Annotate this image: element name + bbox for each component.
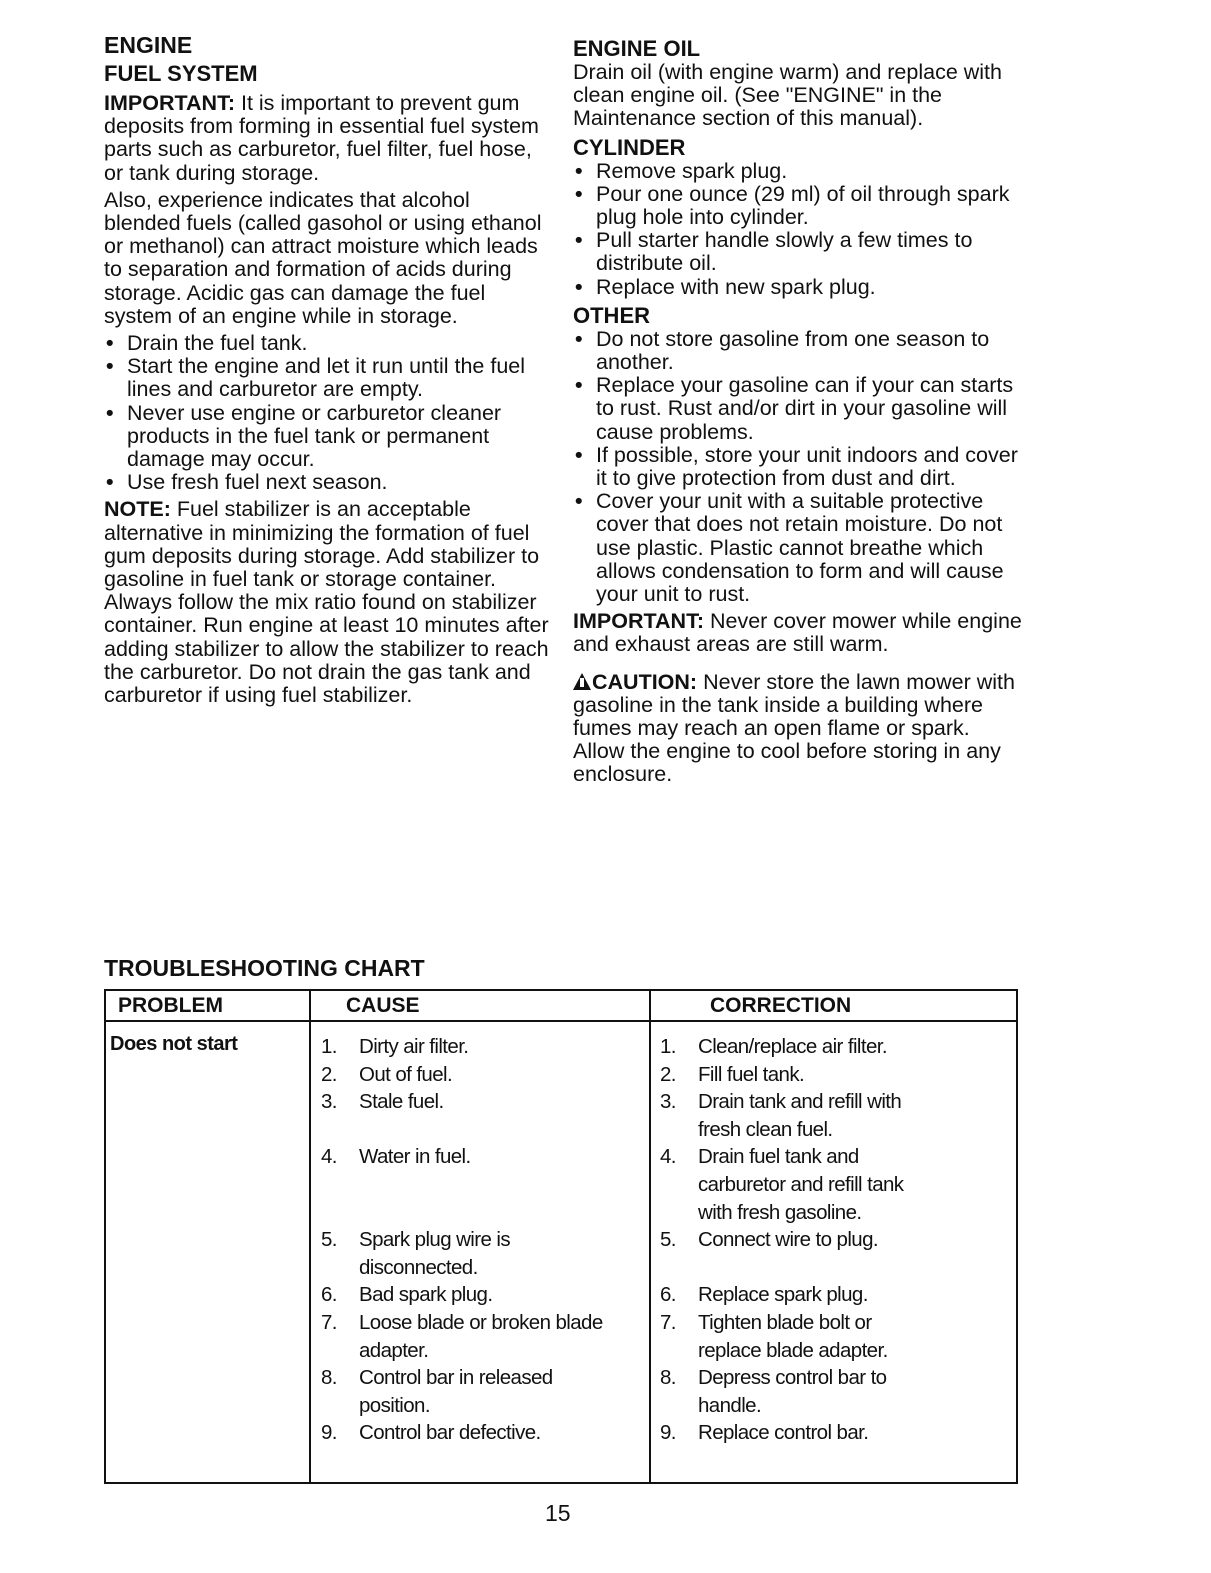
troubleshooting-table bbox=[104, 989, 1018, 1484]
table-row: position. bbox=[359, 1393, 430, 1417]
heading-fuel-system: FUEL SYSTEM bbox=[104, 61, 258, 86]
list-item: • Pour one ounce (29 ml) of oil through spark plug hole into cylinder. bbox=[575, 181, 1010, 230]
list-item: • Cover your unit with a suitable protective cover that does not retain moisture. Do not use plastic. Plastic cannot breathe which allows condensation to form and will cause your unit to rust. bbox=[575, 489, 1004, 607]
heading-engine-oil: ENGINE OIL bbox=[573, 36, 701, 61]
table-row: 8. Depress control bar to bbox=[660, 1366, 887, 1390]
list-item: • Pull starter handle slowly a few times to distribute oil. bbox=[575, 228, 973, 276]
header-divider bbox=[106, 1020, 1016, 1022]
correction-list bbox=[650, 1033, 1010, 1447]
list-item: • Do not store gasoline from one season to another. bbox=[575, 326, 990, 375]
left-column bbox=[104, 32, 549, 711]
header-cause: CAUSE bbox=[346, 994, 420, 1017]
table-row: 2. Fill fuel tank. bbox=[660, 1062, 805, 1086]
cause-list bbox=[311, 1033, 651, 1447]
table-row: replace blade adapter. bbox=[698, 1338, 888, 1362]
header-correction: CORRECTION bbox=[710, 994, 852, 1017]
list-item: • Remove spark plug. bbox=[575, 158, 788, 183]
bullet-icon: • bbox=[575, 158, 583, 183]
note-lead: NOTE: bbox=[104, 497, 171, 522]
list-item: • Never use engine or carburetor cleaner products in the fuel tank or permanent damage may occur. bbox=[106, 400, 502, 472]
bullet-icon: • bbox=[575, 228, 583, 253]
table-row: adapter. bbox=[359, 1338, 429, 1362]
table-row: fresh clean fuel. bbox=[698, 1117, 833, 1141]
list-item: • Replace your gasoline can if your can starts to rust. Rust and/or dirt in your gasoline will cause problems. bbox=[575, 373, 1014, 444]
other-bullet-list bbox=[573, 328, 1025, 606]
table-row bbox=[311, 1171, 651, 1199]
bullet-icon: • bbox=[575, 442, 583, 467]
table-row: 5. Connect wire to plug. bbox=[660, 1228, 878, 1252]
bullet-icon: • bbox=[575, 181, 583, 206]
bullet-icon: • bbox=[575, 274, 583, 299]
storage-important-text: Never cover mower while engine and exhaust areas are still warm. bbox=[573, 609, 1022, 657]
bullet-icon: • bbox=[575, 373, 583, 398]
list-item: • Replace with new spark plug. bbox=[575, 274, 876, 299]
table-row: handle. bbox=[698, 1393, 762, 1417]
storage-important-lead: IMPORTANT: bbox=[573, 609, 704, 634]
page-number: 15 bbox=[545, 1500, 571, 1526]
header-problem: PROBLEM bbox=[118, 994, 223, 1017]
table-row: 9. Replace control bar. bbox=[660, 1421, 869, 1445]
heading-engine: ENGINE bbox=[104, 32, 193, 58]
list-item: • Start the engine and let it run until the fuel lines and carburetor are empty. bbox=[106, 354, 526, 402]
table-row: 3. Stale fuel. bbox=[321, 1090, 444, 1114]
table-row: disconnected. bbox=[359, 1255, 478, 1279]
troubleshooting-title: TROUBLESHOOTING CHART bbox=[104, 955, 425, 981]
fuel-important-lead: IMPORTANT: bbox=[104, 91, 235, 115]
table-row: 8. Control bar in released bbox=[321, 1366, 553, 1390]
note-paragraph bbox=[104, 498, 549, 707]
bullet-icon: • bbox=[106, 470, 114, 495]
list-item: • Use fresh fuel next season. bbox=[106, 470, 388, 495]
heading-other: OTHER bbox=[573, 302, 650, 328]
list-item: • Drain the fuel tank. bbox=[106, 331, 308, 356]
fuel-bullet-list bbox=[104, 332, 549, 494]
bullet-icon: • bbox=[575, 326, 583, 351]
table-row: 1. Clean/replace air filter. bbox=[660, 1035, 887, 1058]
table-row: with fresh gasoline. bbox=[698, 1200, 862, 1224]
cylinder-bullet-list bbox=[573, 160, 1025, 299]
caution-lead: CAUTION: bbox=[592, 669, 698, 694]
problem-cell: Does not start bbox=[110, 1033, 238, 1055]
table-row: 6. Replace spark plug. bbox=[660, 1283, 868, 1307]
table-row: carburetor and refill tank bbox=[698, 1172, 904, 1196]
note-text: Fuel stabilizer is an acceptable alternative in minimizing the formation of fuel gum deposits during storage. Add stabilizer to gasoline in fuel tank or storage container. Always follow the mix ratio found on stabilizer container. Run engine at least 10 minutes after adding stabilizer to allow the stabilizer to reach the carburetor. Do not drain the gas tank and carburetor if using fuel stabilizer. bbox=[104, 497, 549, 708]
table-row: 9. Control bar defective. bbox=[321, 1421, 541, 1445]
table-row: 1. Dirty air filter. bbox=[321, 1035, 469, 1058]
fuel-important-paragraph bbox=[104, 92, 549, 185]
bullet-icon: • bbox=[106, 354, 114, 379]
table-row: 7. Loose blade or broken blade bbox=[321, 1310, 603, 1334]
right-column bbox=[573, 32, 1025, 791]
warning-triangle-icon bbox=[573, 673, 591, 690]
table-row bbox=[311, 1199, 651, 1227]
caution-text: Never store the lawn mower with gasoline in the tank inside a building where fumes may reach an open flame or spark. Allow the engine to cool before storing in any enclosure. bbox=[573, 669, 1015, 787]
heading-cylinder: CYLINDER bbox=[573, 134, 686, 160]
bullet-icon: • bbox=[575, 489, 583, 514]
table-row: 7. Tighten blade bolt or bbox=[660, 1310, 872, 1334]
bullet-icon: • bbox=[106, 331, 114, 356]
table-row bbox=[650, 1254, 1010, 1282]
storage-important-paragraph bbox=[573, 610, 1025, 656]
table-row: 4. Water in fuel. bbox=[321, 1145, 471, 1169]
table-row: 2. Out of fuel. bbox=[321, 1062, 453, 1086]
table-row: 4. Drain fuel tank and bbox=[660, 1145, 859, 1169]
engine-oil-paragraph: Drain oil (with engine warm) and replace with clean engine oil. (See "ENGINE" in the Maintenance section of this manual). bbox=[573, 60, 1002, 131]
table-row: 6. Bad spark plug. bbox=[321, 1283, 493, 1307]
table-row bbox=[311, 1116, 651, 1144]
table-row: 5. Spark plug wire is bbox=[321, 1228, 510, 1252]
fuel-important-text: It is important to prevent gum deposits from forming in essential fuel system parts such as carburetor, fuel filter, fuel hose, or tank during storage. bbox=[104, 91, 539, 185]
fuel-also-paragraph: Also, experience indicates that alcohol blended fuels (called gasohol or using ethanol or methanol) can attract moisture which leads to separation and formation of acids during storage. Acidic gas can damage the fuel system of an engine while in storage. bbox=[104, 187, 542, 328]
table-row: 3. Drain tank and refill with bbox=[660, 1090, 902, 1114]
caution-paragraph bbox=[573, 671, 1025, 787]
bullet-icon: • bbox=[106, 400, 114, 425]
list-item: • If possible, store your unit indoors and cover it to give protection from dust and dirt. bbox=[575, 442, 1018, 491]
